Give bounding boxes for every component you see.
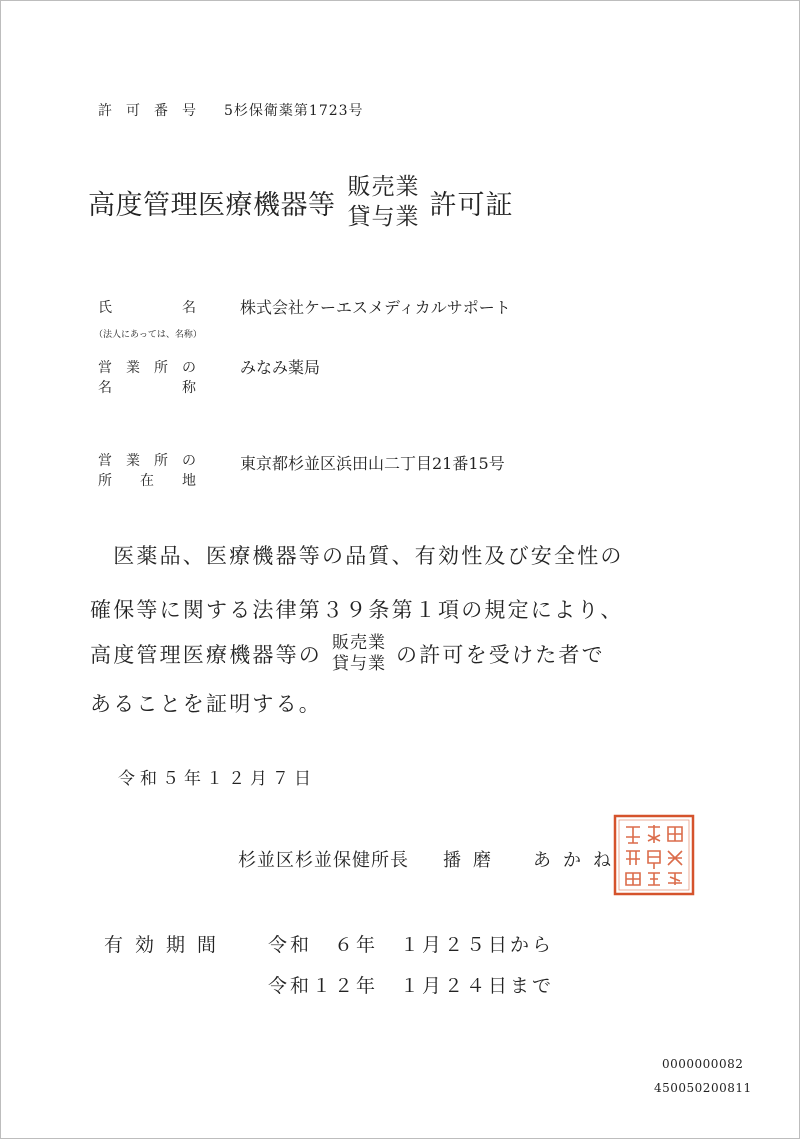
name-note: （法人にあっては、名称） [94, 330, 202, 340]
office-name-label-line2: 名 称 [98, 380, 196, 396]
certificate-title [88, 170, 514, 234]
body-line-1: 医薬品、医療機器等の品質、有効性及び安全性の [90, 544, 624, 568]
signer-name: 播磨 あかね [443, 850, 623, 871]
signer-office: 杉並区杉並保健所長 [238, 850, 409, 871]
signer-line [238, 846, 623, 872]
body-line-4: あることを証明する。 [90, 692, 322, 716]
validity-label [104, 930, 228, 957]
serial-number-1: 0000000082 [662, 1057, 744, 1071]
body-stack-lease: 貸与業 [332, 654, 386, 674]
body-line-3-post: の許可を受けた者で [396, 643, 605, 667]
body-line-3-pre: 高度管理医療機器等の [90, 643, 322, 667]
permit-number-label: 許可番号 [98, 103, 210, 119]
title-stack-lease: 貸与業 [347, 204, 420, 230]
title-business-type-stack [348, 172, 420, 232]
permit-number-row [98, 100, 364, 120]
issue-date: 令和５年１２月７日 [118, 769, 316, 789]
office-address-label-line2: 所 在 地 [98, 473, 196, 489]
permit-number-value: 5杉保衛薬第1723号 [224, 103, 364, 119]
title-stack-sales: 販売業 [347, 174, 420, 200]
serial-number-2: 450050200811 [654, 1081, 752, 1095]
official-seal [612, 813, 696, 897]
validity-to: 令和１２年 １月２４日まで [268, 975, 555, 997]
office-name-value: みなみ薬局 [240, 358, 321, 377]
office-address-label-line1: 営 業 所 の [98, 453, 196, 469]
validity-from: 令和 ６年 １月２５日から [268, 934, 555, 956]
office-name-label-line1: 営 業 所 の [98, 360, 196, 376]
title-end: 許可証 [429, 189, 514, 221]
body-stack-sales: 販売業 [332, 633, 386, 653]
office-address-value: 東京都杉並区浜田山二丁目21番15号 [240, 454, 505, 473]
name-value: 株式会社ケーエスメディカルサポート [240, 298, 511, 317]
body-line-3 [90, 630, 605, 678]
body-business-type-stack [332, 633, 386, 675]
name-label: 氏 名 [98, 300, 196, 316]
body-line-2: 確保等に関する法律第３９条第１項の規定により、 [90, 598, 624, 622]
validity-label-text: 有効期間 [104, 934, 229, 956]
title-main: 高度管理医療機器等 [88, 189, 336, 221]
